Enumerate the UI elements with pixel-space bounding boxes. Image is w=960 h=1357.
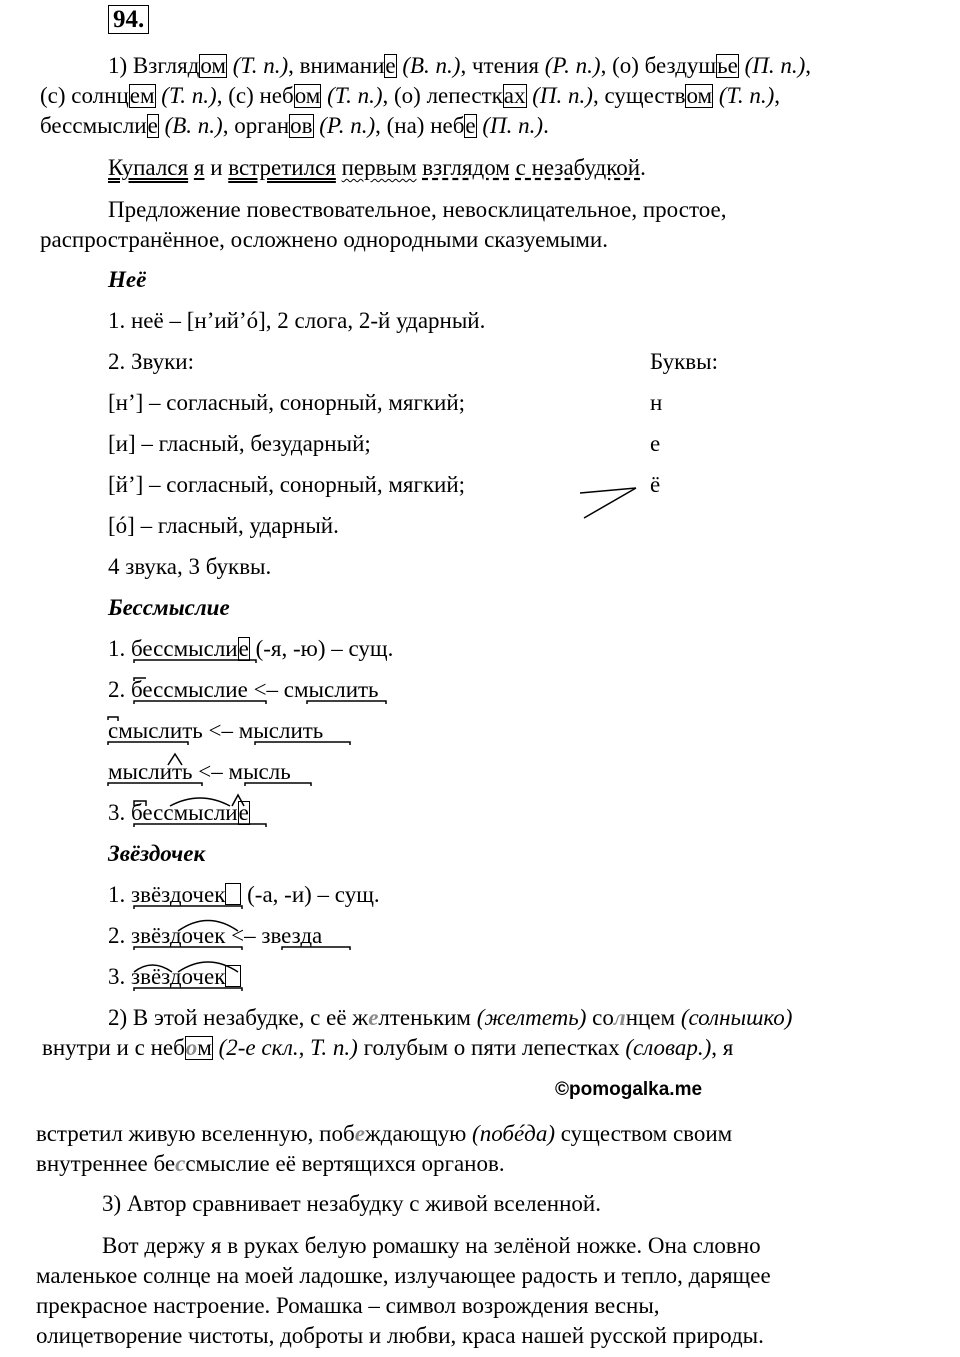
analysis-line-1: Предложение повествовательное, невосклицательное, простое, [108, 197, 727, 222]
text: голубым о пяти лепестках [357, 1035, 620, 1060]
text: , орган [222, 113, 290, 138]
vowel-highlight: о [185, 1035, 198, 1060]
analysis-line-2: распространённое, осложнено однородными сказуемыми. [40, 227, 608, 252]
ending-box: ом [200, 53, 226, 78]
root-bracket [134, 824, 266, 827]
letter-cell: е [650, 431, 661, 456]
subject: я [193, 155, 205, 180]
sounds-label: 2. Звуки: [108, 349, 194, 374]
suffix-arc [178, 962, 238, 972]
part3-answer: 3) Автор сравнивает незабудку с живой вселенной. [102, 1191, 601, 1216]
letter-cell: ё [650, 472, 661, 497]
ending: м [197, 1035, 212, 1060]
num: 3. [108, 964, 131, 989]
sound-row: [й’] – согласный, сонорный, мягкий; [108, 472, 466, 497]
word2-heading: Звёздочек [108, 841, 206, 866]
case-note: (Т. п.) [232, 53, 289, 78]
text: , внимани [288, 53, 385, 78]
ending-box: ах [503, 83, 526, 108]
ending-box: ье [717, 53, 738, 78]
root-bracket [134, 988, 242, 991]
vowel-highlight: е [368, 1005, 379, 1030]
word: звёздочек [131, 923, 226, 948]
watermark: ©pomogalka.me [555, 1079, 703, 1100]
text: 1) Взгляд [108, 53, 200, 78]
modifier: первым [341, 155, 417, 180]
text: лтеньким [378, 1005, 471, 1030]
text: . [543, 113, 549, 138]
num: 2. [108, 677, 131, 702]
phonetic-line-1: 1. неё – [н’ий’ó], 2 слога, 2-й ударный. [108, 308, 486, 333]
num: 2. [108, 923, 131, 948]
text: встретил живую вселенную, поб [36, 1121, 355, 1146]
text: внутри и с неб [42, 1035, 185, 1060]
phonetic-heading: Неё [108, 267, 147, 292]
root-bracket [282, 947, 350, 950]
root-bracket [134, 947, 242, 950]
text: , (о) бездуш [600, 53, 717, 78]
root-bracket [255, 742, 350, 745]
letter-cell: н [650, 390, 663, 415]
root-bracket [108, 783, 202, 786]
text: , [805, 53, 812, 78]
task-number: 94. [108, 6, 149, 34]
adverbial: взглядом [422, 155, 510, 180]
source-word: смыслить [283, 677, 379, 702]
part3-text-line: олицетворение чистоты, доброты и любви, краса нашей русской природы. [36, 1323, 764, 1348]
word: смыслить [108, 718, 203, 743]
num: 1. [108, 882, 131, 907]
ending-box: ом [686, 83, 713, 108]
text: ждающую [364, 1121, 467, 1146]
predicate: встретился [228, 155, 336, 180]
root-arc [170, 798, 230, 806]
adverbial: с незабудкой [515, 155, 641, 180]
word: звёздочек [131, 882, 226, 907]
text: , я [711, 1035, 734, 1060]
word: бессмысли [131, 636, 238, 661]
text: (-а, -и) – сущ. [241, 882, 380, 907]
text: , чтения [460, 53, 539, 78]
num: 3. [108, 800, 131, 825]
vowel-highlight: е [354, 1121, 365, 1146]
check-word: (желтеть) [476, 1005, 587, 1030]
case-note: (Т. п.) [718, 83, 775, 108]
root-bracket [307, 701, 386, 704]
root-bracket [108, 742, 188, 745]
prefix-mark [134, 801, 146, 806]
suffix-arc [178, 921, 238, 932]
suffix-mark [232, 795, 244, 806]
arrow: <– [192, 759, 229, 784]
check-word: (словар.) [625, 1035, 712, 1060]
text: , (на) неб [375, 113, 465, 138]
word: бессмысли [131, 800, 238, 825]
sound-row: [ó] – гласный, ударный. [108, 513, 339, 538]
text: со [586, 1005, 614, 1030]
suffix-mark [168, 754, 182, 765]
arrow: <– [202, 718, 239, 743]
case-note: (П. п.) [744, 53, 806, 78]
phonetic-summary: 4 звука, 3 буквы. [108, 554, 272, 579]
root-bracket [245, 783, 311, 786]
case-note: (Т. п.) [161, 83, 217, 108]
text: , (с) неб [216, 83, 294, 108]
num: 1. [108, 636, 131, 661]
root-arc [134, 965, 172, 972]
part3-text-line: прекрасное настроение. Ромашка – символ возрождения весны, [36, 1293, 660, 1318]
word: звёздочек [131, 964, 226, 989]
word1-heading: Бессмыслие [108, 595, 230, 620]
root-bracket [134, 701, 266, 704]
ending-box: е [465, 113, 476, 138]
text: (с) солнц [40, 83, 129, 108]
case-note: (Р. п.) [319, 113, 376, 138]
check-word: (солнышко) [680, 1005, 793, 1030]
ending-box: е [147, 113, 158, 138]
source-word: мысль [228, 759, 291, 784]
ending-box: е [238, 636, 249, 661]
text: , [774, 83, 781, 108]
text: , (о) лепестк [382, 83, 503, 108]
text: нцем [625, 1005, 676, 1030]
letters-label: Буквы: [650, 349, 719, 374]
predicate: Купался [108, 155, 189, 180]
word: мыслить [108, 759, 193, 784]
root-bracket [134, 906, 242, 909]
ending-box: ем [129, 83, 155, 108]
word: бессмыслие [131, 677, 248, 702]
text: внутреннее бе [36, 1151, 176, 1176]
sound-letter-link [580, 488, 636, 518]
letter-highlight: л [613, 1005, 626, 1030]
ending-box: ов [290, 113, 313, 138]
check-word: (побéда) [472, 1121, 555, 1146]
case-note: (П. п.) [482, 113, 544, 138]
ending-box: е [238, 800, 249, 825]
ending-box: е [385, 53, 396, 78]
text: смыслие её вертящихся органов. [185, 1151, 505, 1176]
case-note: (Р. п.) [544, 53, 601, 78]
prefix-mark [108, 717, 118, 721]
root-bracket [134, 660, 256, 663]
text: , существ [592, 83, 686, 108]
source-word: мыслить [238, 718, 324, 743]
ending-box: ом [294, 83, 321, 108]
case-note: (Т. п.) [327, 83, 383, 108]
conjunction: и [210, 155, 223, 180]
text: бессмысли [40, 113, 147, 138]
text: (-я, -ю) – сущ. [249, 636, 394, 661]
sound-row: [н’] – согласный, сонорный, мягкий; [108, 390, 466, 415]
letter-highlight: с [175, 1151, 186, 1176]
prefix-mark [134, 678, 146, 681]
case-note: (2-е скл., Т. п.) [218, 1035, 358, 1060]
case-note: (В. п.) [164, 113, 223, 138]
source-word: звезда [261, 923, 323, 948]
text: . [640, 155, 646, 180]
case-note: (В. п.) [402, 53, 461, 78]
text: существом своим [554, 1121, 733, 1146]
sound-row: [и] – гласный, безударный; [108, 431, 371, 456]
part3-text-line: маленькое солнце на моей ладошке, излучающее радость и тепло, дарящее [36, 1263, 771, 1288]
arrow: <– [225, 923, 262, 948]
part3-text-line: Вот держу я в руках белую ромашку на зелёной ножке. Она словно [102, 1233, 761, 1258]
arrow: <– [247, 677, 284, 702]
case-note: (П. п.) [532, 83, 593, 108]
text: 2) В этой незабудке, с её ж [108, 1005, 369, 1030]
